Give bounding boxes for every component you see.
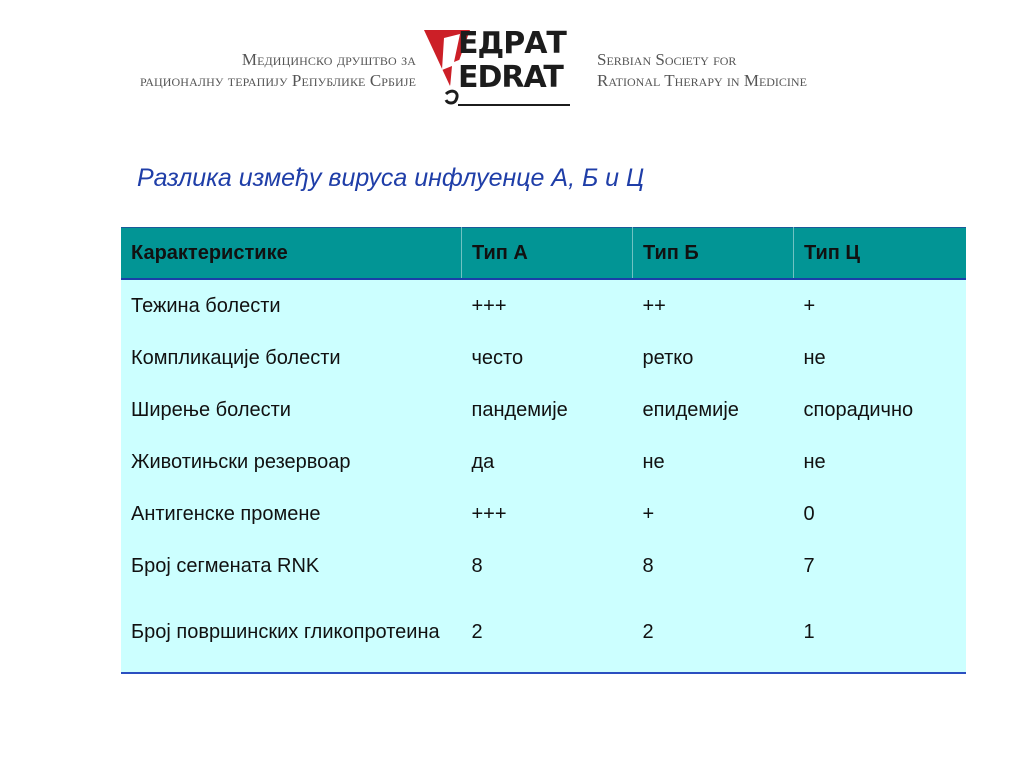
cell-type-a: да xyxy=(462,436,633,488)
org-name-english-line1: Serbian Society for xyxy=(597,50,737,69)
cell-type-b: 2 xyxy=(633,592,794,673)
row-label: Број сегмената RNK xyxy=(121,540,462,592)
cell-type-c: не xyxy=(794,436,967,488)
cell-type-a: +++ xyxy=(462,279,633,332)
org-name-english xyxy=(597,49,857,91)
cell-type-a: пандемије xyxy=(462,384,633,436)
cell-type-c: + xyxy=(794,279,967,332)
table-row xyxy=(121,488,966,540)
row-label: Антигенске промене xyxy=(121,488,462,540)
table-header-row xyxy=(121,228,966,280)
logo-text-latin: EDRAT xyxy=(458,60,563,95)
cell-type-c: 7 xyxy=(794,540,967,592)
cell-type-c: 1 xyxy=(794,592,967,673)
table-row xyxy=(121,384,966,436)
influenza-comparison-table xyxy=(121,227,966,674)
cell-type-a: +++ xyxy=(462,488,633,540)
table-row xyxy=(121,436,966,488)
row-label: Ширење болести xyxy=(121,384,462,436)
header-type-a: Тип А xyxy=(462,228,633,280)
row-label: Компликације болести xyxy=(121,332,462,384)
row-label: Број површинских гликопротеина xyxy=(121,592,462,673)
slide-title: Разлика између вируса инфлуенце А, Б и Ц xyxy=(137,164,645,192)
cell-type-b: епидемије xyxy=(633,384,794,436)
cell-type-c: не xyxy=(794,332,967,384)
cell-type-c: 0 xyxy=(794,488,967,540)
medrat-logo xyxy=(424,28,574,110)
cell-type-c: спорадично xyxy=(794,384,967,436)
cell-type-b: ретко xyxy=(633,332,794,384)
org-name-serbian-line1: Медицинско друштво за xyxy=(241,50,416,69)
table-row xyxy=(121,592,966,673)
cell-type-a: 2 xyxy=(462,592,633,673)
row-label: Тежина болести xyxy=(121,279,462,332)
table-row xyxy=(121,540,966,592)
org-name-serbian-line2: рационалну терапију Републике Србије xyxy=(140,71,416,90)
header-type-c: Тип Ц xyxy=(794,228,967,280)
row-label: Животињски резервоар xyxy=(121,436,462,488)
org-name-serbian xyxy=(86,49,416,91)
cell-type-b: 8 xyxy=(633,540,794,592)
org-name-english-line2: Rational Therapy in Medicine xyxy=(597,71,807,90)
table-row xyxy=(121,279,966,332)
cell-type-b: + xyxy=(633,488,794,540)
cell-type-a: често xyxy=(462,332,633,384)
cell-type-b: не xyxy=(633,436,794,488)
cell-type-b: ++ xyxy=(633,279,794,332)
logo-text-cyrillic: ЕДРАТ xyxy=(458,26,566,61)
header-type-b: Тип Б xyxy=(633,228,794,280)
cell-type-a: 8 xyxy=(462,540,633,592)
table-row xyxy=(121,332,966,384)
header-characteristics: Карактеристике xyxy=(121,228,462,280)
